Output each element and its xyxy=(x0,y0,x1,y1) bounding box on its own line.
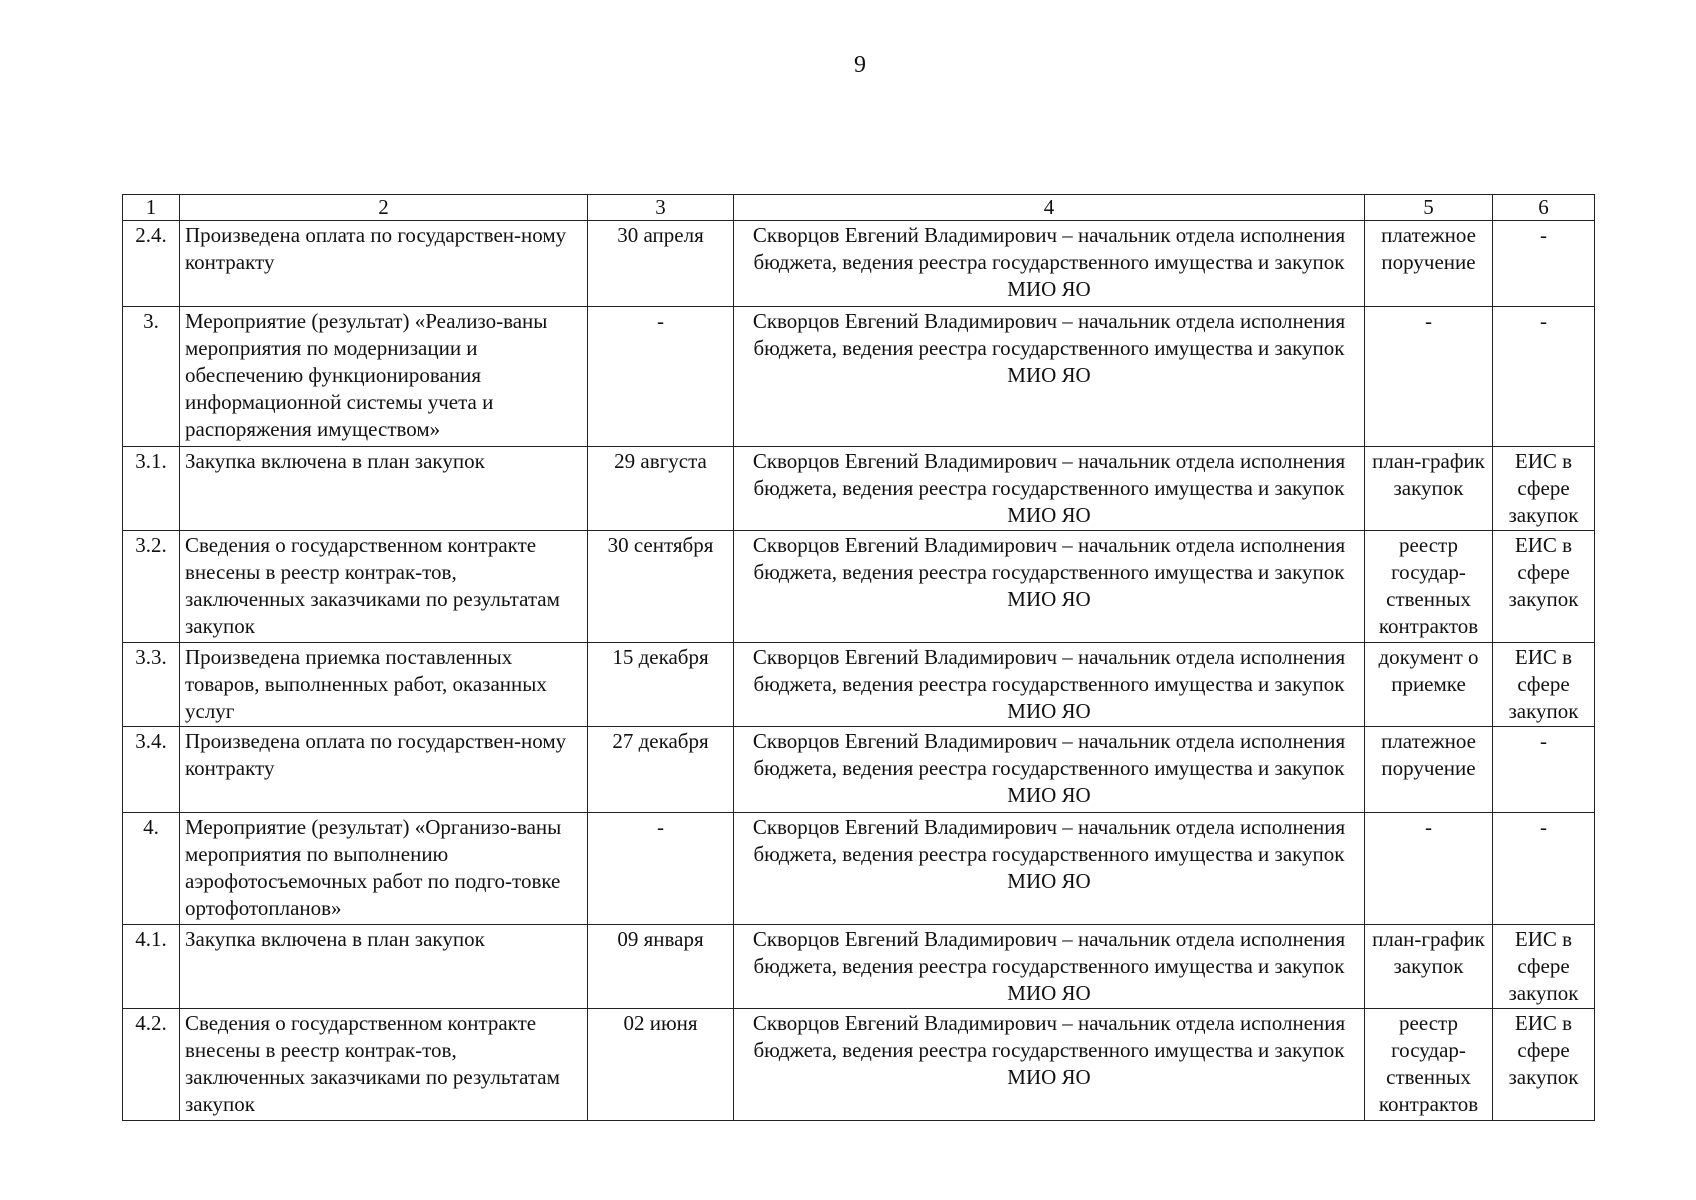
page-number: 9 xyxy=(854,52,866,78)
row-date: 29 августа xyxy=(588,447,734,531)
table-row xyxy=(123,813,1595,925)
row-name: Сведения о государственном контракте внесены в реестр контрак-тов, заключенных заказчиками по результатам закупок xyxy=(180,1009,588,1121)
row-number: 3.1. xyxy=(123,447,180,531)
row-name: Произведена приемка поставленных товаров, выполненных работ, оказанных услуг xyxy=(180,643,588,727)
row-responsible: Скворцов Евгений Владимирович – начальник отдела исполнения бюджета, ведения реестра государственного имущества и закупок МИО ЯО xyxy=(734,925,1365,1009)
row-system: - xyxy=(1493,221,1595,307)
row-system: ЕИС в сфере закупок xyxy=(1493,925,1595,1009)
row-document: платежное поручение xyxy=(1365,221,1493,307)
row-system: - xyxy=(1493,307,1595,447)
row-document: реестр государ-ственных контрактов xyxy=(1365,1009,1493,1121)
column-header: 5 xyxy=(1365,195,1493,221)
row-document: план-график закупок xyxy=(1365,447,1493,531)
row-system: ЕИС в сфере закупок xyxy=(1493,1009,1595,1121)
row-document: реестр государ-ственных контрактов xyxy=(1365,531,1493,643)
row-number: 3.4. xyxy=(123,727,180,813)
row-responsible: Скворцов Евгений Владимирович – начальник отдела исполнения бюджета, ведения реестра государственного имущества и закупок МИО ЯО xyxy=(734,307,1365,447)
row-number: 3.3. xyxy=(123,643,180,727)
row-name: Мероприятие (результат) «Организо-ваны мероприятия по выполнению аэрофотосъемочных работ по подго-товке ортофотопланов» xyxy=(180,813,588,925)
row-name: Сведения о государственном контракте внесены в реестр контрак-тов, заключенных заказчиками по результатам закупок xyxy=(180,531,588,643)
table-row xyxy=(123,531,1595,643)
row-document: план-график закупок xyxy=(1365,925,1493,1009)
row-number: 2.4. xyxy=(123,221,180,307)
row-number: 4.2. xyxy=(123,1009,180,1121)
column-header: 1 xyxy=(123,195,180,221)
column-header: 6 xyxy=(1493,195,1595,221)
row-date: 30 сентября xyxy=(588,531,734,643)
row-number: 3. xyxy=(123,307,180,447)
row-system: ЕИС в сфере закупок xyxy=(1493,531,1595,643)
row-system: - xyxy=(1493,727,1595,813)
row-number: 4.1. xyxy=(123,925,180,1009)
row-date: - xyxy=(588,307,734,447)
row-date: - xyxy=(588,813,734,925)
row-date: 09 января xyxy=(588,925,734,1009)
row-date: 27 декабря xyxy=(588,727,734,813)
row-document: платежное поручение xyxy=(1365,727,1493,813)
row-name: Мероприятие (результат) «Реализо-ваны мероприятия по модернизации и обеспечению функционирования информационной системы учета и распоряжения имуществом» xyxy=(180,307,588,447)
row-name: Закупка включена в план закупок xyxy=(180,447,588,531)
row-responsible: Скворцов Евгений Владимирович – начальник отдела исполнения бюджета, ведения реестра государственного имущества и закупок МИО ЯО xyxy=(734,447,1365,531)
table-row xyxy=(123,307,1595,447)
row-name: Произведена оплата по государствен-ному контракту xyxy=(180,727,588,813)
row-responsible: Скворцов Евгений Владимирович – начальник отдела исполнения бюджета, ведения реестра государственного имущества и закупок МИО ЯО xyxy=(734,531,1365,643)
row-system: - xyxy=(1493,813,1595,925)
plan-table xyxy=(122,194,1595,1121)
table-row xyxy=(123,1009,1595,1121)
column-header: 3 xyxy=(588,195,734,221)
row-date: 15 декабря xyxy=(588,643,734,727)
row-number: 4. xyxy=(123,813,180,925)
row-date: 02 июня xyxy=(588,1009,734,1121)
row-number: 3.2. xyxy=(123,531,180,643)
row-responsible: Скворцов Евгений Владимирович – начальник отдела исполнения бюджета, ведения реестра государственного имущества и закупок МИО ЯО xyxy=(734,643,1365,727)
row-system: ЕИС в сфере закупок xyxy=(1493,643,1595,727)
header-row xyxy=(123,195,1595,221)
table-row xyxy=(123,221,1595,307)
row-document: - xyxy=(1365,307,1493,447)
row-responsible: Скворцов Евгений Владимирович – начальник отдела исполнения бюджета, ведения реестра государственного имущества и закупок МИО ЯО xyxy=(734,1009,1365,1121)
row-date: 30 апреля xyxy=(588,221,734,307)
row-document: - xyxy=(1365,813,1493,925)
row-name: Закупка включена в план закупок xyxy=(180,925,588,1009)
row-responsible: Скворцов Евгений Владимирович – начальник отдела исполнения бюджета, ведения реестра государственного имущества и закупок МИО ЯО xyxy=(734,221,1365,307)
table-row xyxy=(123,447,1595,531)
row-name: Произведена оплата по государствен-ному контракту xyxy=(180,221,588,307)
row-responsible: Скворцов Евгений Владимирович – начальник отдела исполнения бюджета, ведения реестра государственного имущества и закупок МИО ЯО xyxy=(734,813,1365,925)
column-header: 2 xyxy=(180,195,588,221)
row-system: ЕИС в сфере закупок xyxy=(1493,447,1595,531)
row-document: документ о приемке xyxy=(1365,643,1493,727)
table-row xyxy=(123,727,1595,813)
table-row xyxy=(123,643,1595,727)
table-row xyxy=(123,925,1595,1009)
column-header: 4 xyxy=(734,195,1365,221)
row-responsible: Скворцов Евгений Владимирович – начальник отдела исполнения бюджета, ведения реестра государственного имущества и закупок МИО ЯО xyxy=(734,727,1365,813)
